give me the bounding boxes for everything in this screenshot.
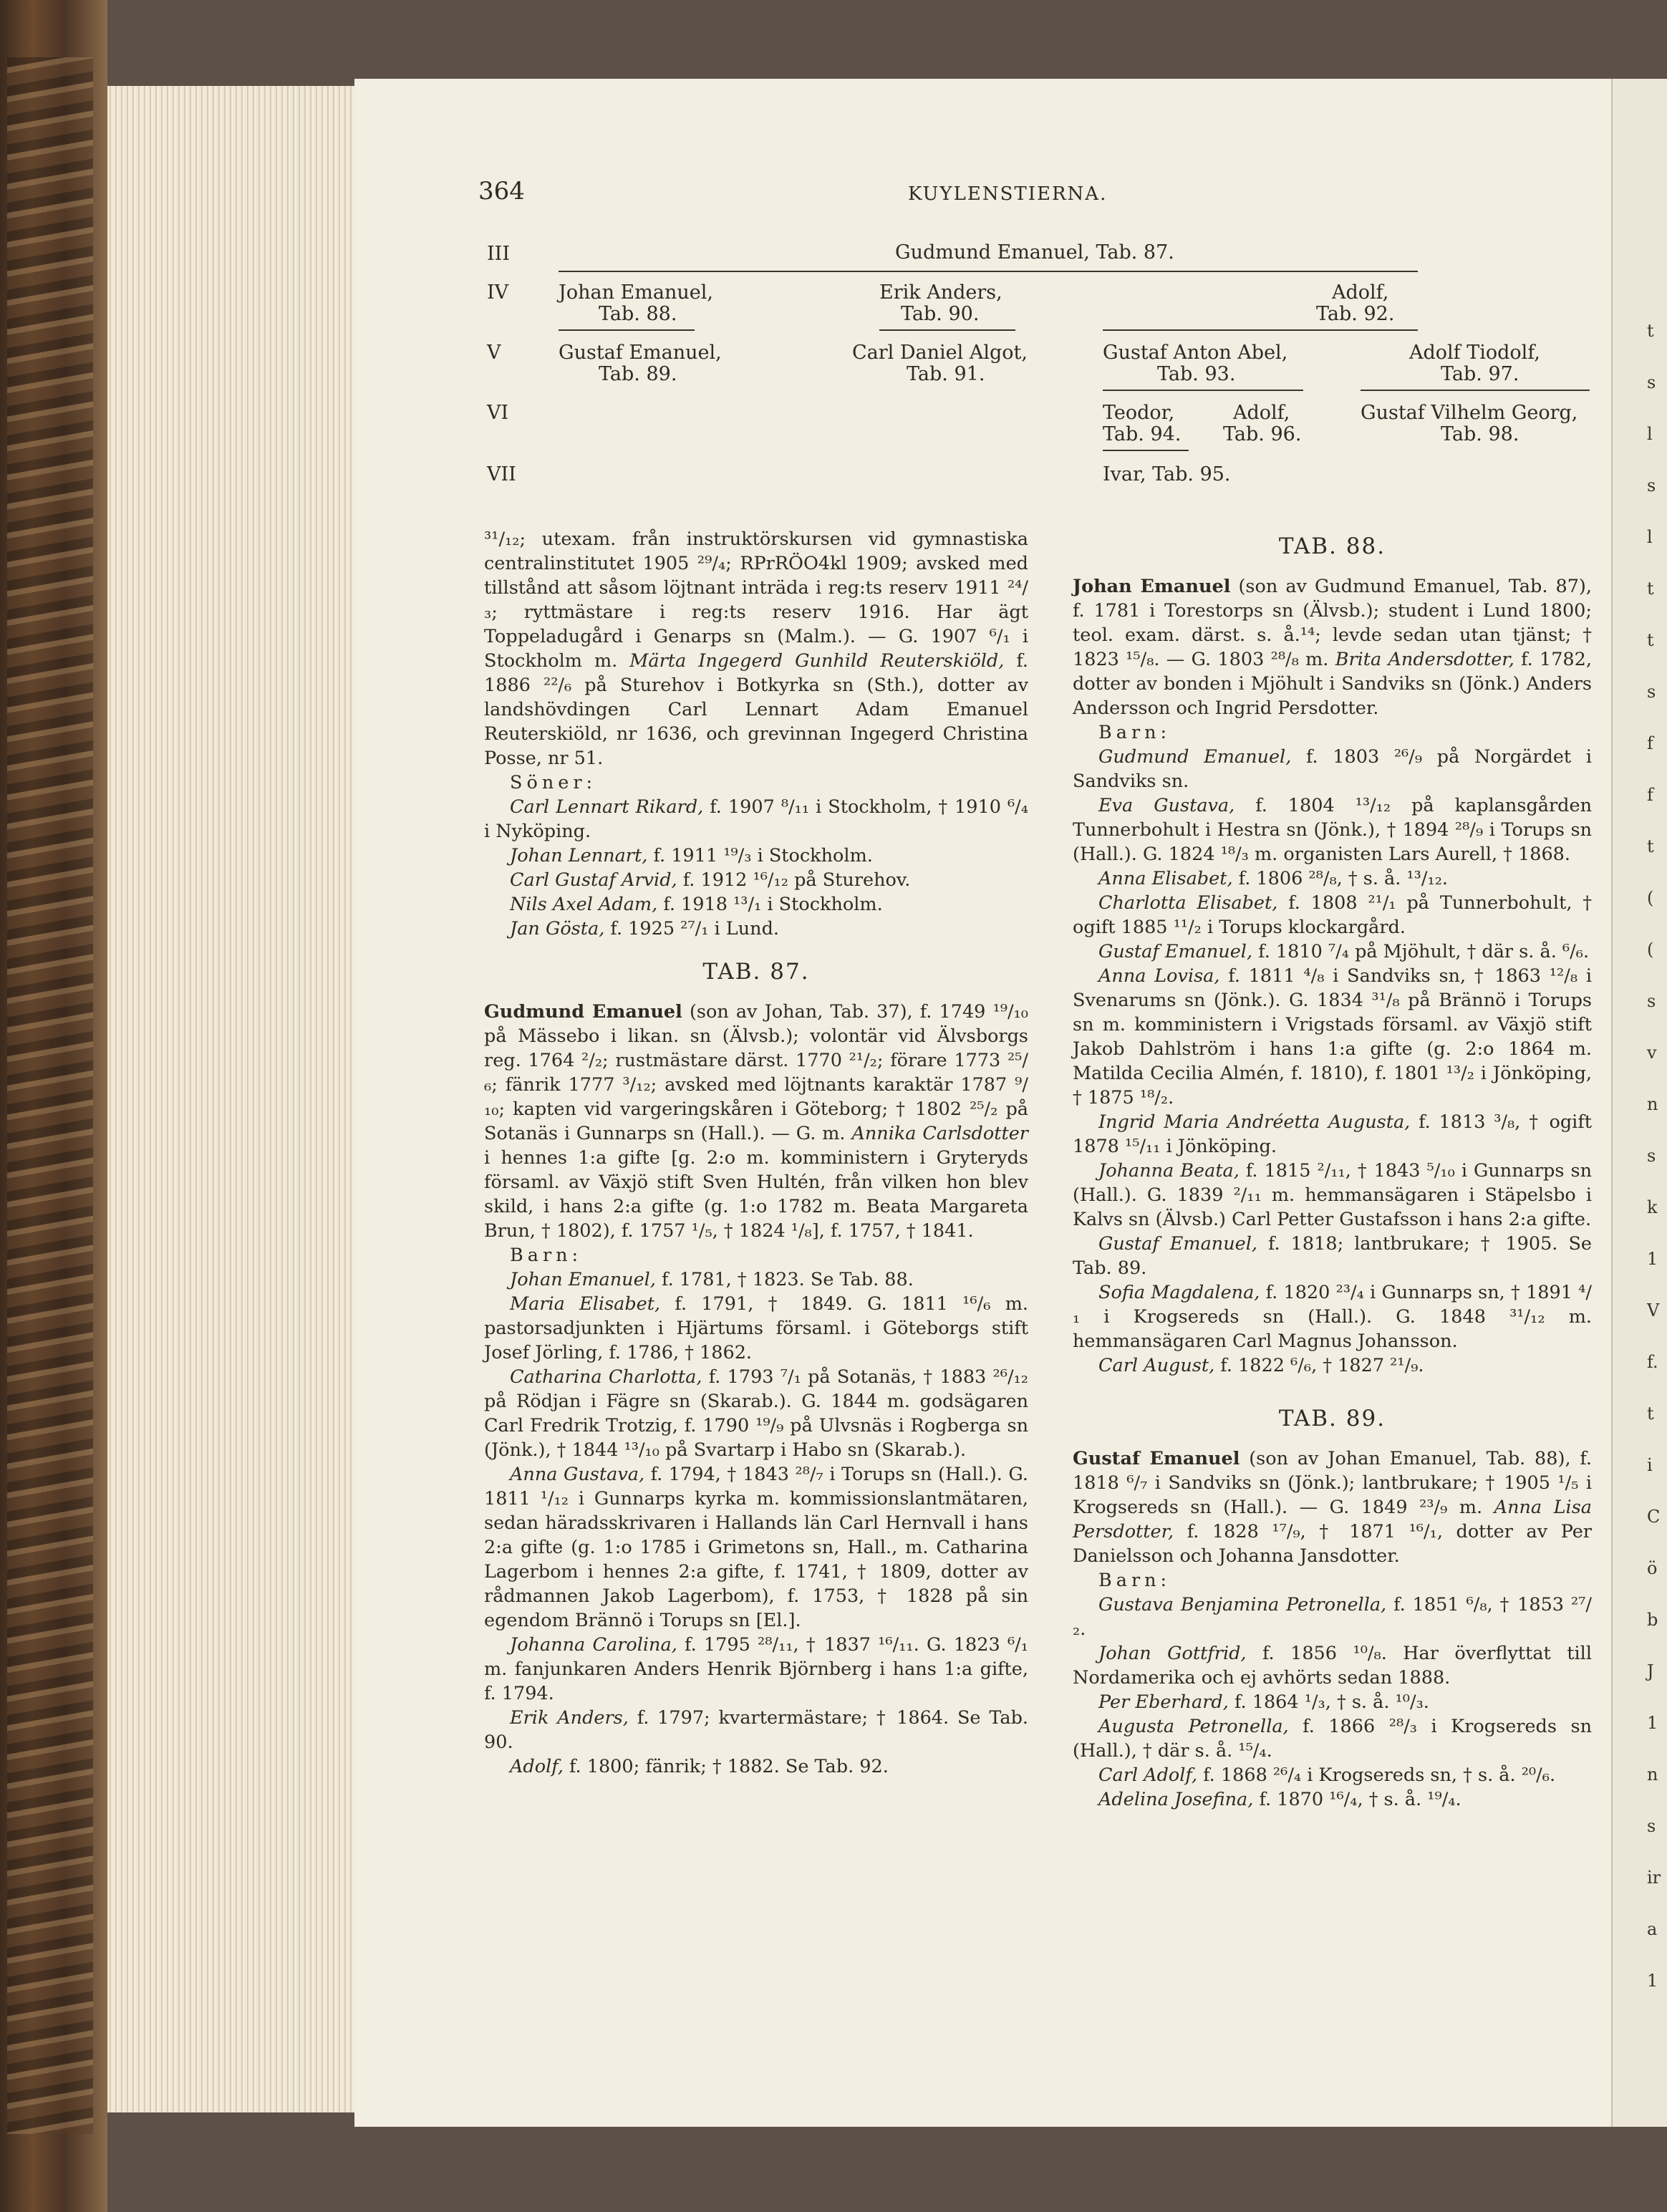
table-heading: TAB. 87. bbox=[702, 959, 810, 985]
tree-node: Carl Daniel Algot, bbox=[852, 342, 1028, 364]
margin-fragment: n bbox=[1647, 1764, 1658, 1784]
section-label: Barn: bbox=[510, 1245, 583, 1266]
tree-node: Tab. 93. bbox=[1157, 363, 1236, 385]
tree-node: Adolf, bbox=[1233, 402, 1290, 424]
marbled-cover-texture bbox=[7, 57, 93, 2134]
tree-node: Tab. 97. bbox=[1441, 363, 1519, 385]
list-item: Johan Lennart, f. 1911 ¹⁹/₃ i Stockholm. bbox=[510, 845, 873, 866]
generation-label: V bbox=[487, 342, 501, 364]
margin-fragment: t bbox=[1647, 1404, 1654, 1424]
list-item: Sofia Magdalena, f. 1820 ²³/₄ i Gunnarps sn, † 1891 ⁴/₁ i Krogsereds sn (Hall.). G. 1848 ³¹/₁₂ m. hemmansägaren Carl Magnus Johansson. bbox=[1073, 1282, 1592, 1352]
tree-node: Adolf, bbox=[1332, 281, 1389, 304]
list-item: Johanna Carolina, f. 1795 ²⁸/₁₁, † 1837 ¹⁶/₁₁. G. 1823 ⁶/₁ m. fanjunkaren Anders Henrik Björnberg i hans 1:a gifte, f. 1794. bbox=[484, 1634, 1028, 1704]
list-item: Anna Gustava, f. 1794, † 1843 ²⁸/₇ i Torups sn (Hall.). G. 1811 ¹/₁₂ i Gunnarps kyrka m. kommissionslantmätaren, sedan häradsskrivaren i Hallands län Carl Hernvall i hans 2:a gifte (g. 1:o 1785 i Grimetons sn, Hall., m. Catharina Lagerbom i hennes 2:a gifte, f. 1741, † 1809, dotter av rådmannen Jakob Lagerbom), f. 1753, † 1828 på sin egendom Brännö i Torups sn [El.]. bbox=[484, 1464, 1028, 1631]
right-column bbox=[1073, 516, 1592, 1812]
margin-fragment: V bbox=[1647, 1300, 1660, 1320]
list-item: Erik Anders, f. 1797; kvartermästare; † 1864. Se Tab. 90. bbox=[484, 1707, 1029, 1753]
margin-fragment: ( bbox=[1647, 888, 1654, 908]
generation-label: IV bbox=[487, 281, 509, 304]
margin-fragment: f. bbox=[1647, 1352, 1658, 1372]
margin-fragment: J bbox=[1647, 1661, 1654, 1681]
entry-paragraph: Gudmund Emanuel (son av Johan, Tab. 37), f. 1749 ¹⁹/₁₀ på Mässebo i likan. sn (Älvsb.); volontär vid Älvsborgs reg. 1764 ²/₂; rustmästare därst. 1770 ²¹/₂; förare 1773 ²⁵/₆; fänrik 1777 ³/₁₂; avsked med löjtnants karaktär 1787 ⁹/₁₀; kapten vid vargeringskåren i Göteborg; † 1802 ²⁵/₂ på Sotanäs i Gunnarps sn (Hall.). — G. m. Annika Carlsdotter i hennes 1:a gifte [g. 2:o m. komministern i Gryteryds församl. av Växjö stift Sven Hultén, från vilken hon blev skild, i hans 2:a gifte (g. 1:o 1782 m. Beata Margareta Brun, † 1802), f. 1757 ¹/₅, † 1824 ¹/₈], f. 1757, † 1841. bbox=[484, 1001, 1028, 1242]
tree-bracket bbox=[559, 271, 1418, 272]
list-item: Nils Axel Adam, f. 1918 ¹³/₁ i Stockholm. bbox=[510, 894, 883, 915]
tree-bracket bbox=[1103, 390, 1303, 391]
margin-fragment: v bbox=[1647, 1043, 1657, 1063]
tree-node: Gustaf Anton Abel, bbox=[1103, 342, 1288, 364]
margin-fragment: ir bbox=[1647, 1868, 1661, 1888]
entry-paragraph: Gustaf Emanuel (son av Johan Emanuel, Tab. 88), f. 1818 ⁶/₇ i Sandviks sn (Jönk.); lantbrukare; † 1905 ¹/₅ i Krogsereds sn (Hall.). — G. 1849 ²³/₉ m. Anna Lisa Persdotter, f. 1828 ¹⁷/₉, † 1871 ¹⁶/₁, dotter av Per Danielsson och Johanna Jansdotter. bbox=[1073, 1448, 1592, 1567]
list-item: Johan Gottfrid, f. 1856 ¹⁰/₈. Har överflyttat till Nordamerika och ej avhörts sedan 1888. bbox=[1073, 1643, 1592, 1689]
list-item: Eva Gustava, f. 1804 ¹³/₁₂ på kaplansgården Tunnerbohult i Hestra sn (Jönk.), † 1894 ²⁸/₉ i Torups sn (Hall.). G. 1824 ¹⁸/₃ m. organisten Lars Aurell, † 1868. bbox=[1073, 795, 1592, 865]
margin-fragment: s bbox=[1647, 1816, 1656, 1836]
list-item: Gustava Benjamina Petronella, f. 1851 ⁶/₈, † 1853 ²⁷/₂. bbox=[1073, 1594, 1592, 1640]
list-item: Gudmund Emanuel, f. 1803 ²⁶/₉ på Norgärdet i Sandviks sn. bbox=[1073, 746, 1592, 792]
list-item: Jan Gösta, f. 1925 ²⁷/₁ i Lund. bbox=[510, 918, 780, 940]
children-list bbox=[484, 1267, 1028, 1779]
list-item: Gustaf Emanuel, f. 1810 ⁷/₄ på Mjöhult, † där s. å. ⁶/₆. bbox=[1098, 941, 1590, 962]
sons-list bbox=[484, 795, 1028, 941]
margin-fragment: s bbox=[1647, 372, 1656, 392]
generation-label: III bbox=[487, 243, 510, 265]
tree-node: Tab. 96. bbox=[1223, 423, 1302, 445]
section-label: Söner: bbox=[510, 772, 597, 793]
entry-paragraph: Johan Emanuel (son av Gudmund Emanuel, Tab. 87), f. 1781 i Torestorps sn (Älvsb.); student i Lund 1800; teol. exam. därst. s. å.¹⁴; levde sedan utan tjänst; † 1823 ¹⁵/₈. — G. 1803 ²⁸/₈ m. Brita Andersdotter, f. 1782, dotter av bonden i Mjöhult i Sandviks sn (Jönk.) Anders Andersson och Ingrid Persdotter. bbox=[1073, 576, 1592, 719]
list-item: Per Eberhard, f. 1864 ¹/₃, † s. å. ¹⁰/₃. bbox=[1098, 1691, 1429, 1713]
tree-node: Tab. 94. bbox=[1103, 423, 1182, 445]
list-item: Anna Lovisa, f. 1811 ⁴/₈ i Sandviks sn, † 1863 ¹²/₈ i Svenarums sn (Jönk.). G. 1834 ³¹/₈ på Brännö i Torups sn m. komministern i Vrigstads församl. av Växjö stift Jakob Dahlström i hans 1:a gifte (g. 2:o 1864 m. Matilda Cecilia Almén, f. 1810), f. 1801 ¹³/₂ i Jönköping, † 1875 ¹⁸/₂. bbox=[1073, 965, 1592, 1109]
margin-fragment: s bbox=[1647, 991, 1656, 1011]
tree-node: Gustaf Emanuel, bbox=[559, 342, 722, 364]
margin-fragment: s bbox=[1647, 475, 1656, 496]
list-item: Gustaf Emanuel, f. 1818; lantbrukare; † 1905. Se Tab. 89. bbox=[1073, 1233, 1592, 1279]
margin-fragment: C bbox=[1647, 1507, 1661, 1527]
margin-fragment: n bbox=[1647, 1094, 1658, 1114]
tree-node: Adolf Tiodolf, bbox=[1409, 342, 1540, 364]
list-item: Charlotta Elisabet, f. 1808 ²¹/₁ på Tunnerbohult, † ogift 1885 ¹¹/₂ i Torups klockargård. bbox=[1073, 892, 1593, 938]
generation-label: VII bbox=[487, 463, 516, 486]
list-item: Adolf, f. 1800; fänrik; † 1882. Se Tab. 92. bbox=[510, 1756, 889, 1777]
margin-fragment: ( bbox=[1647, 940, 1654, 960]
margin-fragment: 1 bbox=[1647, 1713, 1658, 1733]
tree-node: Tab. 98. bbox=[1441, 423, 1519, 445]
tree-node: Tab. 92. bbox=[1316, 303, 1395, 325]
table-heading: TAB. 89. bbox=[1278, 1406, 1386, 1431]
margin-fragment: t bbox=[1647, 836, 1654, 856]
list-item: Johan Emanuel, f. 1781, † 1823. Se Tab. 88. bbox=[510, 1269, 914, 1290]
tree-node: Tab. 88. bbox=[599, 303, 677, 325]
children-list bbox=[1073, 1593, 1592, 1812]
list-item: Carl Lennart Rikard, f. 1907 ⁸/₁₁ i Stockholm, † 1910 ⁶/₄ i Nyköping. bbox=[484, 796, 1028, 842]
list-item: Carl Gustaf Arvid, f. 1912 ¹⁶/₁₂ på Sturehov. bbox=[510, 869, 911, 891]
tree-node: Tab. 90. bbox=[901, 303, 980, 325]
margin-fragment: l bbox=[1647, 527, 1653, 547]
list-item: Anna Elisabet, f. 1806 ²⁸/₈, † s. å. ¹³/₁₂. bbox=[1098, 868, 1449, 889]
list-item: Augusta Petronella, f. 1866 ²⁸/₃ i Krogsereds sn (Hall.), † där s. å. ¹⁵/₄. bbox=[1073, 1716, 1592, 1762]
tree-node: Erik Anders, bbox=[879, 281, 1002, 304]
list-item: Catharina Charlotta, f. 1793 ⁷/₁ på Sotanäs, † 1883 ²⁶/₁₂ på Rödjan i Fägre sn (Skarab.). G. 1844 m. godsägaren Carl Fredrik Trotzig, f. 1790 ¹⁹/₉ på Ulvsnäs i Rogberga sn (Jönk.), † 1844 ¹³/₁₀ på Svartarp i Habo sn (Skarab.). bbox=[484, 1366, 1029, 1461]
page-edges bbox=[107, 86, 372, 2112]
margin-fragment: t bbox=[1647, 579, 1654, 599]
section-label: Barn: bbox=[1098, 1570, 1171, 1591]
margin-fragment: a bbox=[1647, 1919, 1658, 1939]
list-item: Ingrid Maria Andréetta Augusta, f. 1813 ³/₈, † ogift 1878 ¹⁵/₁₁ i Jönköping. bbox=[1073, 1111, 1593, 1157]
tree-node: Teodor, bbox=[1103, 402, 1175, 424]
list-item: Adelina Josefina, f. 1870 ¹⁶/₄, † s. å. ¹⁹/₄. bbox=[1098, 1789, 1461, 1810]
spouse-name: Märta Ingegerd Gunhild Reuterskiöld, bbox=[629, 650, 1005, 672]
margin-fragment: ö bbox=[1647, 1558, 1658, 1578]
table-heading: TAB. 88. bbox=[1278, 533, 1386, 559]
margin-fragment: t bbox=[1647, 321, 1654, 341]
section-label: Barn: bbox=[1098, 722, 1171, 743]
tree-bracket bbox=[1103, 450, 1189, 451]
left-column bbox=[484, 527, 1028, 1779]
margin-fragment: s bbox=[1647, 1146, 1656, 1166]
margin-fragment: b bbox=[1647, 1610, 1658, 1630]
tree-node: Tab. 91. bbox=[907, 363, 985, 385]
running-title: KUYLENSTIERNA. bbox=[908, 183, 1108, 205]
margin-fragment: f bbox=[1647, 785, 1653, 805]
tree-node: Gustaf Vilhelm Georg, bbox=[1361, 402, 1578, 424]
tree-bracket bbox=[1361, 390, 1590, 391]
margin-fragment: k bbox=[1647, 1197, 1658, 1217]
generation-label: VI bbox=[487, 402, 509, 424]
list-item: Carl August, f. 1822 ⁶/₆, † 1827 ²¹/₉. bbox=[1098, 1355, 1424, 1376]
margin-fragment: 1 bbox=[1647, 1971, 1658, 1991]
tree-node: Tab. 89. bbox=[599, 363, 677, 385]
tree-bracket bbox=[879, 329, 1015, 331]
margin-fragment: s bbox=[1647, 682, 1656, 702]
margin-fragment: t bbox=[1647, 630, 1654, 650]
facing-page-fragments bbox=[1647, 315, 1666, 2017]
page-number: 364 bbox=[478, 177, 525, 206]
margin-fragment: l bbox=[1647, 424, 1653, 444]
list-item: Maria Elisabet, f. 1791, † 1849. G. 1811 ¹⁶/₆ m. pastorsadjunkten i Hjärtums församl. i Göteborgs stift Josef Jörling, f. 1786, † 1862. bbox=[484, 1293, 1028, 1363]
children-list bbox=[1073, 745, 1592, 1378]
entry-paragraph: ³¹/₁₂; utexam. från instruktörskursen vid gymnastiska centralinstitutet 1905 ²⁹/₄; RPrRÖO4kl 1909; avsked med tillstånd att såsom löjtnant inträda i reg:ts reserv 1911 ²⁴/₃; ryttmästare i reg:ts reserv 1916. Har ägt Toppeladugård i Genarps sn (Malm.). — G. 1907 ⁶/₁ i Stockholm m. Märta Ingegerd Gunhild Reuterskiöld, f. 1886 ²²/₆ på Sturehov i Botkyrka sn (Sth.), dotter av landshövdingen Carl Lennart Adam Emanuel Reuterskiöld, nr 1636, och grevinnan Ingegerd Christina Posse, nr 51. bbox=[484, 528, 1028, 769]
tree-node: Johan Emanuel, bbox=[559, 281, 713, 304]
margin-fragment: i bbox=[1647, 1455, 1653, 1475]
tree-bracket bbox=[1103, 329, 1418, 331]
list-item: Carl Adolf, f. 1868 ²⁶/₄ i Krogsereds sn, † s. å. ²⁰/₆. bbox=[1098, 1764, 1556, 1786]
tree-node: Ivar, Tab. 95. bbox=[1103, 463, 1231, 486]
margin-fragment: f bbox=[1647, 733, 1653, 753]
margin-fragment: 1 bbox=[1647, 1249, 1658, 1269]
list-item: Johanna Beata, f. 1815 ²/₁₁, † 1843 ⁵/₁₀ i Gunnarps sn (Hall.). G. 1839 ²/₁₁ m. hemmansägaren i Stäpelsbo i Kalvs sn (Älvsb.) Carl Petter Gustafsson i hans 2:a gifte. bbox=[1073, 1160, 1592, 1230]
tree-bracket bbox=[559, 329, 695, 331]
tree-root: Gudmund Emanuel, Tab. 87. bbox=[895, 241, 1174, 264]
